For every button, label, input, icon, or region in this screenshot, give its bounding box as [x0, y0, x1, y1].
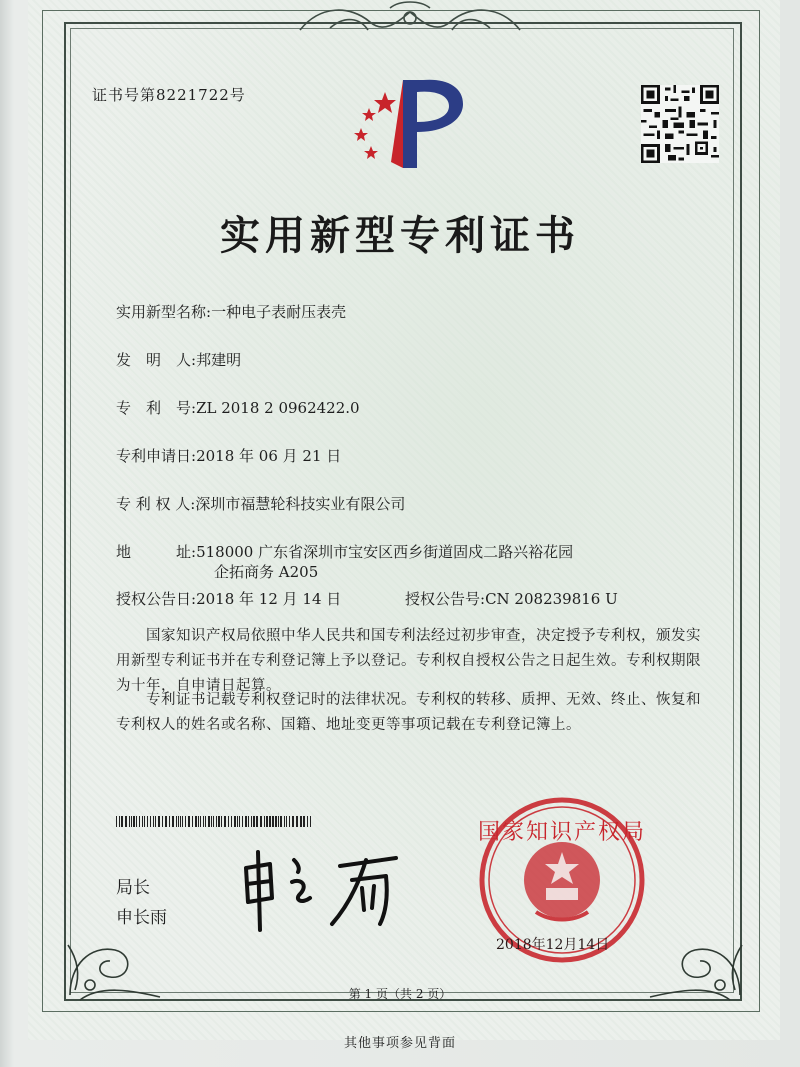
field-patentee-value: 深圳市福慧轮科技实业有限公司: [195, 495, 406, 513]
field-address-label: 地 址:: [116, 543, 197, 561]
top-ornament-icon: [290, 0, 530, 40]
field-inventor-value: 邦建明: [196, 351, 242, 369]
field-filing-date-value: 2018 年 06 月 21 日: [196, 447, 342, 465]
certificate-number: 证书号第8221722号: [92, 86, 246, 104]
paragraph-legal-status: 专利证书记载专利权登记时的法律状况。专利权的转移、质押、无效、终止、恢复和专利权人的姓名或名称、国籍、地址变更等事项记载在专利登记簿上。: [116, 692, 701, 733]
barcode-icon: [116, 816, 314, 827]
field-patent-no-label: 专 利 号:: [116, 399, 197, 417]
field-patentee: [116, 493, 405, 514]
handwritten-signature: [236, 846, 406, 932]
field-inventor: [116, 349, 241, 370]
field-address-line1: 518000 广东省深圳市宝安区西乡街道固戍二路兴裕花园: [196, 543, 574, 561]
field-announce-date: [116, 588, 341, 609]
field-address: [116, 541, 573, 562]
footer-note: 其他事项参见背面: [343, 1036, 456, 1051]
page-number: 第 1 页（共 2 页）: [348, 987, 452, 1001]
field-name-label: 实用新型名称:: [116, 303, 212, 321]
seal-text: 国家知识产权局: [477, 820, 647, 845]
field-inventor-label: 发 明 人:: [116, 351, 197, 369]
patent-office-logo-icon: [345, 72, 470, 172]
field-filing-date: [116, 445, 341, 466]
field-patent-no-value: ZL 2018 2 0962422.0: [196, 399, 360, 417]
field-patentee-label: 专 利 权 人:: [116, 495, 196, 513]
certificate-title: 实用新型专利证书: [220, 213, 580, 259]
paragraph-grant: 国家知识产权局依照中华人民共和国专利法经过初步审查，决定授予专利权，颁发实用新型专利证书并在专利登记簿上予以登记。专利权自授权公告之日起生效。专利权期限为十年，自申请日起算。: [116, 628, 701, 694]
director-title: 局长: [116, 878, 150, 898]
field-name-value: 一种电子表耐压表壳: [211, 303, 347, 321]
field-patent-no: [116, 397, 360, 418]
field-address-line2: 企拓商务 A205: [214, 563, 319, 581]
field-announce-no-value: CN 208239816 U: [485, 590, 618, 608]
field-announce-no-label: 授权公告号:: [405, 590, 486, 608]
director-name: 申长雨: [116, 908, 167, 928]
qr-code-icon: [641, 85, 719, 163]
field-announce-date-label: 授权公告日:: [116, 590, 197, 608]
seal-date: 2018年12月14日: [496, 937, 610, 953]
field-announce-no: [405, 588, 618, 609]
field-name: [116, 301, 346, 322]
field-announce-date-value: 2018 年 12 月 14 日: [196, 590, 342, 608]
field-filing-date-label: 专利申请日:: [116, 447, 197, 465]
